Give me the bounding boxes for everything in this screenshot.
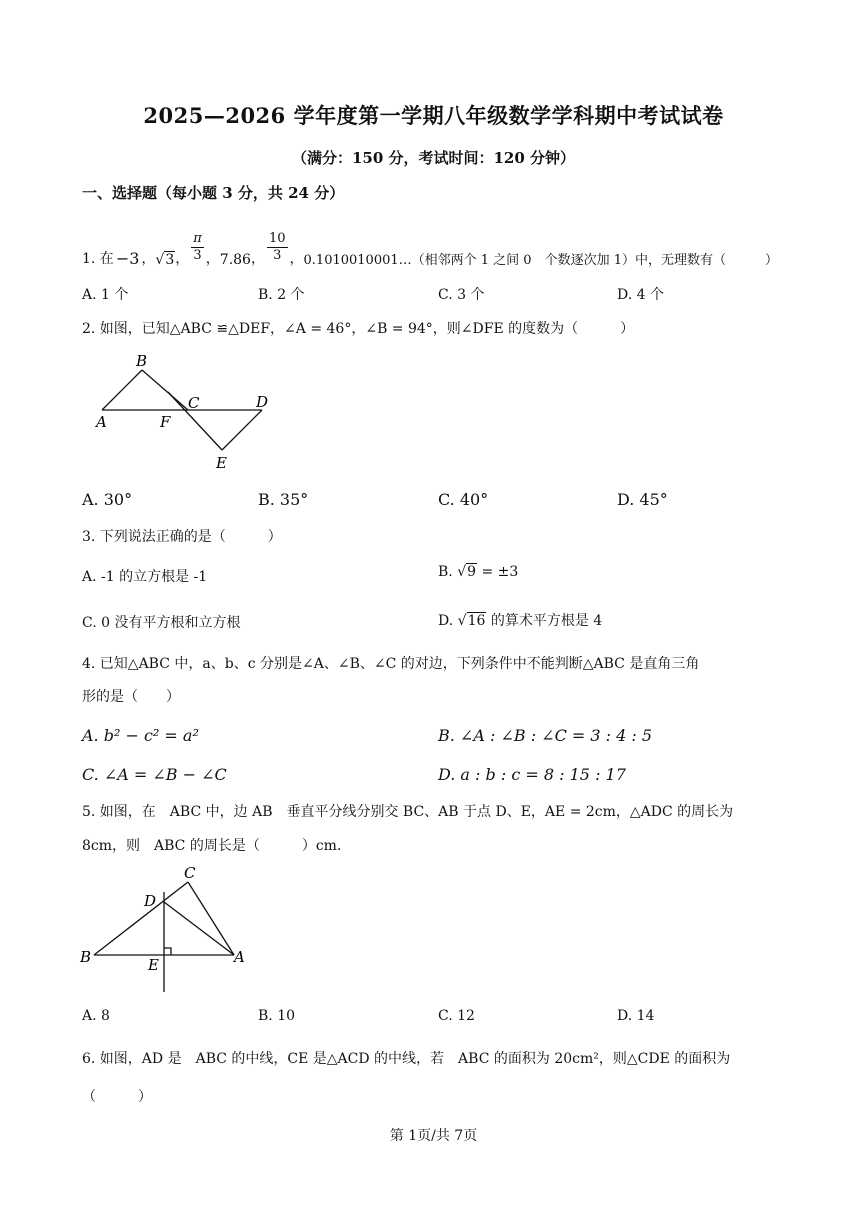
q1-fraction-ten-thirds: $\frac{10}{3}$ [268, 231, 286, 263]
q1-neg-three: −3 [115, 249, 140, 268]
q5-label-e: E [148, 956, 159, 974]
q5-figure-perpendicular-bisector [78, 860, 258, 1000]
q1-option-b[interactable]: B. 2 个 [258, 287, 305, 303]
q2-label-c: C [188, 394, 200, 412]
q1-fraction-pi: $\frac{\pi}{3}$ [193, 231, 202, 263]
q2-label-f: F [160, 413, 171, 431]
q2-label-d: D [256, 393, 269, 411]
q3-option-d[interactable]: D. √16 的算术平方根是 4 [438, 613, 603, 629]
q5-label-c: C [184, 864, 196, 882]
question-6-stem-line-1: 6. 如图，AD 是 ABC 的中线，CE 是△ACD 的中线，若 ABC 的面积为 20cm²，则△CDE 的面积为 [82, 1051, 731, 1067]
q2-option-b[interactable]: B. 35° [258, 490, 309, 509]
q2-option-c[interactable]: C. 40° [438, 490, 489, 509]
q5-option-c[interactable]: C. 12 [438, 1008, 475, 1024]
q4-option-a[interactable]: A. b² − c² = a² [82, 726, 199, 745]
q5-label-d: D [144, 892, 157, 910]
q1-prefix: 1. 在 [82, 251, 114, 267]
q4-option-b[interactable]: B. ∠A : ∠B : ∠C = 3 : 4 : 5 [438, 726, 653, 745]
q1-sqrt-three: √3 [155, 252, 175, 268]
q1-option-d[interactable]: D. 4 个 [617, 287, 664, 303]
question-4-stem-line-2: 形的是（ ） [82, 689, 180, 705]
q5-option-a[interactable]: A. 8 [82, 1008, 110, 1024]
q2-figure-congruent-triangles [90, 350, 280, 475]
q3-option-a[interactable]: A. -1 的立方根是 -1 [82, 569, 208, 585]
section-heading-multiple-choice: 一、选择题（每小题 3 分，共 24 分） [82, 184, 345, 202]
q2-label-b: B [136, 352, 148, 370]
q3-option-b[interactable]: B. √9 = ±3 [438, 564, 519, 580]
q1-rest: 0.1010010001…（相邻两个 1 之间 0 个数逐次加 1）中，无理数有（ ） [303, 253, 778, 268]
q5-option-b[interactable]: B. 10 [258, 1008, 296, 1024]
question-5-stem-line-1: 5. 如图，在 ABC 中，边 AB 垂直平分线分别交 BC、AB 于点 D、E，AE = 2cm，△ADC 的周长为 [82, 804, 734, 820]
exam-title: 2025—2026 学年度第一学期八年级数学学科期中考试试卷 [143, 103, 724, 128]
q2-option-d[interactable]: D. 45° [617, 490, 668, 509]
question-3-stem: 3. 下列说法正确的是（ ） [82, 529, 282, 545]
q5-option-d[interactable]: D. 14 [617, 1008, 655, 1024]
q2-option-a[interactable]: A. 30° [82, 490, 133, 509]
page-footer: 第 1页/共 7页 [389, 1128, 478, 1144]
question-2-stem: 2. 如图，已知△ABC ≌△DEF，∠A = 46°，∠B = 94°，则∠DFE 的度数为（ ） [82, 321, 635, 337]
q5-label-a: A [234, 948, 245, 966]
exam-subtitle: （满分：150 分，考试时间：120 分钟） [291, 149, 576, 167]
q4-option-c[interactable]: C. ∠A = ∠B − ∠C [82, 765, 227, 784]
question-6-stem-line-2: （ ） [82, 1089, 152, 1105]
q4-option-d[interactable]: D. a : b : c = 8 : 15 : 17 [438, 765, 626, 784]
q2-label-a: A [96, 413, 107, 431]
q3-sqrt-sixteen: √16 [457, 613, 486, 629]
q3-option-c[interactable]: C. 0 没有平方根和立方根 [82, 615, 241, 631]
question-5-stem-line-2: 8cm，则 ABC 的周长是（ ）cm． [82, 838, 351, 854]
question-4-stem-line-1: 4. 已知△ABC 中，a、b、c 分别是∠A、∠B、∠C 的对边，下列条件中不能判断△ABC 是直角三角 [82, 656, 700, 672]
question-1-stem: 1. 在 −3 ， √3 ， $\frac{\pi}{3}$ ， 7.86 ， $\frac{10}{3}$ ， 0.1010010001…（相邻两个 1 之间 0 个数逐次加 1）中，无理数有（ ） [82, 231, 778, 268]
q1-option-c[interactable]: C. 3 个 [438, 287, 485, 303]
q3-sqrt-nine: √9 [457, 564, 477, 580]
q1-decimal: 7.86 [219, 252, 251, 268]
q2-label-e: E [216, 454, 227, 472]
q5-label-b: B [80, 948, 92, 966]
q1-option-a[interactable]: A. 1 个 [82, 287, 129, 303]
